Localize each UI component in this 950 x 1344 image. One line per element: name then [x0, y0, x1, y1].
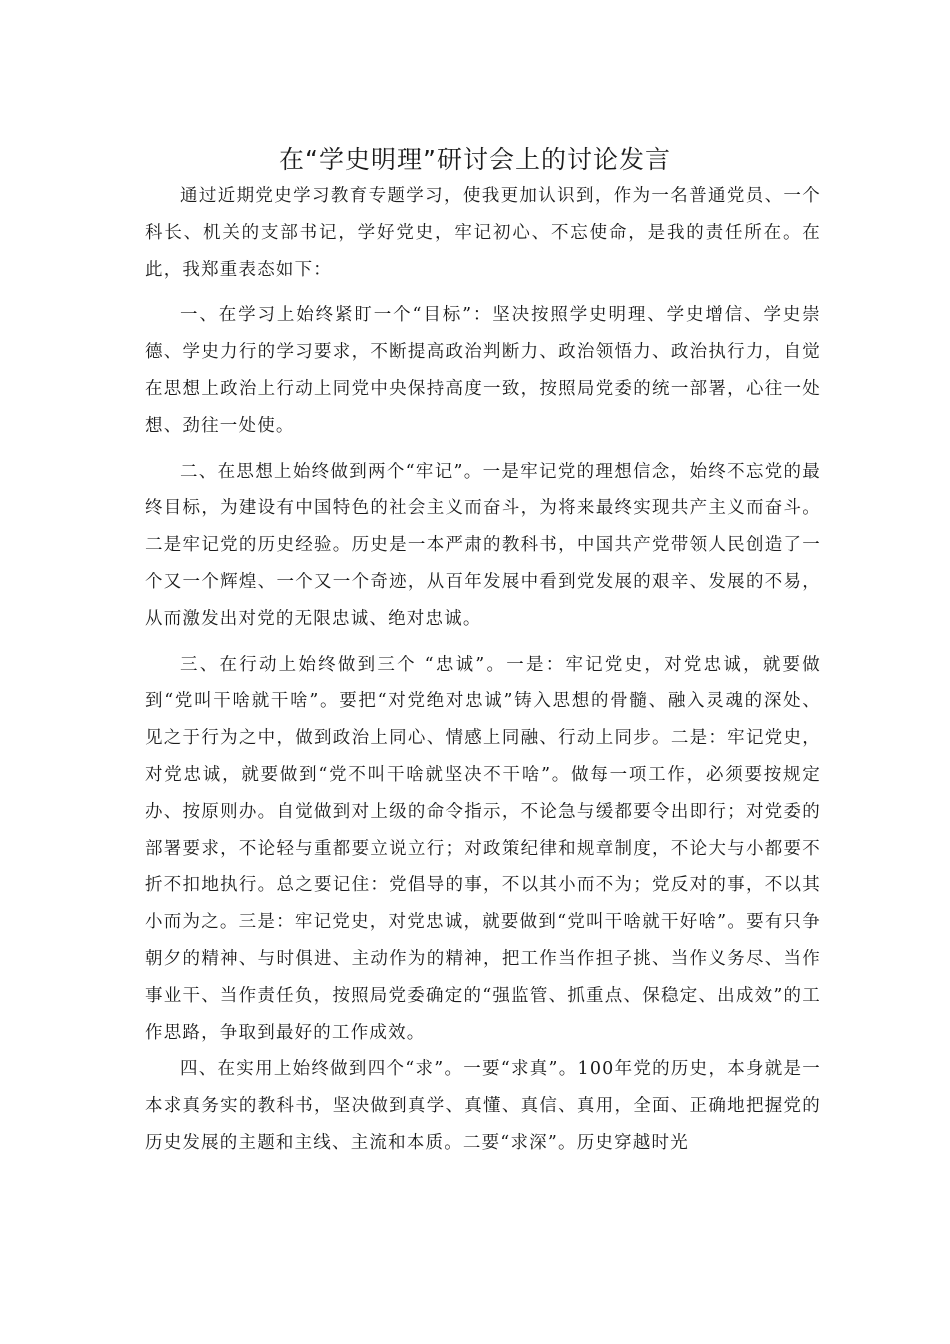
paragraph-point-three: 三、在行动上始终做到三个 “忠诚”。一是：牢记党史，对党忠诚，就要做到“党叫干啥就干啥”。要把“对党绝对忠诚”铸入思想的骨髓、融入灵魂的深处、见之于行为之中，做到政治上同心、情感上同融、行动上同步。二是：牢记党史，对党忠诚，就要做到“党不叫干啥就坚决不干啥”。做每一项工作，必须要按规定办、按原则办。自觉做到对上级的命令指示，不论急与缓都要令出即行；对党委的部署要求，不论轻与重都要立说立行；对政策纪律和规章制度，不论大与小都要不折不扣地执行。总之要记住：党倡导的事，不以其小而不为；党反对的事，不以其小而为之。三是：牢记党史，对党忠诚，就要做到“党叫干啥就干好啥”。要有只争朝夕的精神、与时俱进、主动作为的精神，把工作当作担子挑、当作义务尽、当作事业干、当作责任负，按照局党委确定的“强监管、抓重点、保稳定、出成效”的工作思路，争取到最好的工作成效。	[145, 654, 821, 1043]
paragraph-point-four: 四、在实用上始终做到四个“求”。一要“求真”。100年党的历史，本身就是一本求真务实的教科书，坚决做到真学、真懂、真信、真用，全面、正确地把握党的历史发展的主题和主线、主流和本质。二要“求深”。历史穿越时光	[145, 1059, 821, 1153]
document-title: 在“学史明理”研讨会上的讨论发言	[279, 145, 671, 174]
paragraph-point-two: 二、在思想上始终做到两个“牢记”。一是牢记党的理想信念，始终不忘党的最终目标，为建设有中国特色的社会主义而奋斗，为将来最终实现共产主义而奋斗。二是牢记党的历史经验。历史是一本严肃的教科书，中国共产党带领人民创造了一个又一个辉煌、一个又一个奇迹，从百年发展中看到党发展的艰辛、发展的不易，从而激发出对党的无限忠诚、绝对忠诚。	[145, 461, 821, 629]
paragraph-intro: 通过近期党史学习教育专题学习，使我更加认识到，作为一名普通党员、一个科长、机关的支部书记，学好党史，牢记初心、不忘使命，是我的责任所在。在此，我郑重表态如下：	[145, 186, 821, 280]
document-body	[145, 178, 821, 1162]
paragraph-point-one: 一、在学习上始终紧盯一个“目标”：坚决按照学史明理、学史增信、学史崇德、学史力行的学习要求，不断提高政治判断力、政治领悟力、政治执行力，自觉在思想上政治上行动上同党中央保持高度一致，按照局党委的统一部署，心往一处想、劲往一处使。	[145, 305, 821, 436]
